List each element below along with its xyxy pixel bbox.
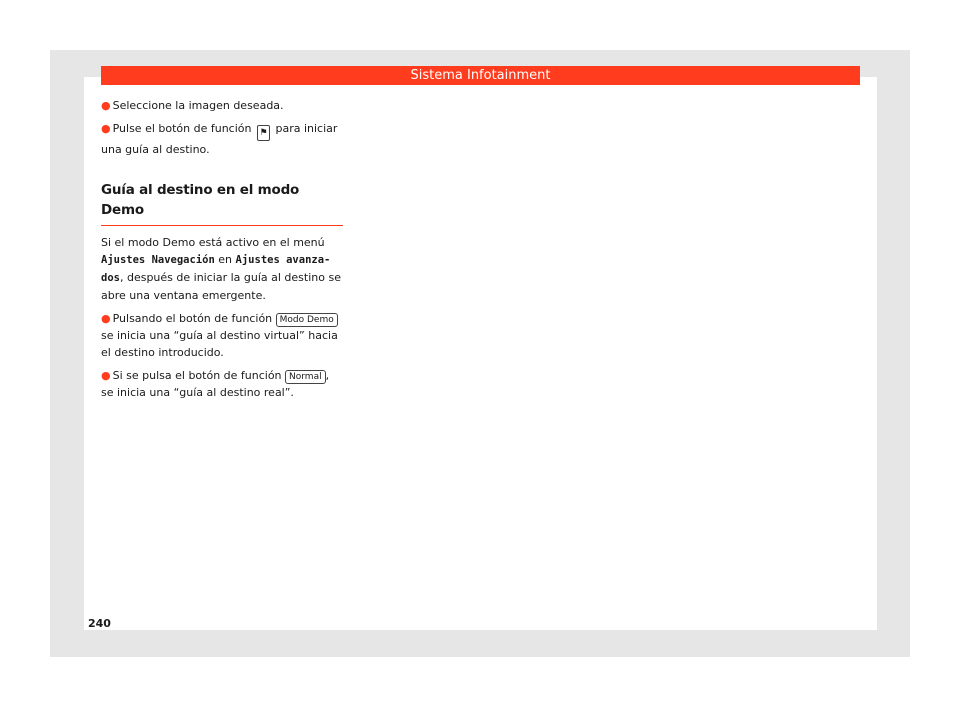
- demo-mode-button-label: Modo Demo: [276, 313, 338, 327]
- bullet-text-after: , se inicia una “guía al destino real”.: [101, 369, 330, 399]
- list-item: [101, 367, 343, 401]
- bullet-text-after: para iniciar una guía al destino.: [101, 122, 338, 156]
- bullet-dot-icon: ●: [101, 369, 111, 382]
- chapter-header: [101, 66, 860, 85]
- bullet-text: Seleccione la imagen deseada.: [112, 99, 284, 112]
- bullet-text-before: Pulse el botón de función: [112, 122, 255, 135]
- intro-text: Si el modo Demo está activo en el menú: [101, 236, 325, 249]
- list-item: [101, 310, 343, 361]
- bullet-dot-icon: ●: [101, 312, 111, 325]
- section-body: [101, 234, 343, 401]
- menu-path-navigation: Ajustes Navegación: [101, 254, 215, 266]
- intro-text: , después de iniciar la guía al destino se abre una ventana emergente.: [101, 271, 341, 302]
- list-item: [101, 97, 343, 114]
- bullet-dot-icon: ●: [101, 122, 111, 135]
- bullet-dot-icon: ●: [101, 99, 111, 112]
- bullet-text-before: Pulsando el botón de función: [112, 312, 276, 325]
- text-column: [101, 97, 343, 407]
- bullet-text-before: Si se pulsa el botón de función: [112, 369, 286, 382]
- destination-flag-icon: ⚑: [257, 125, 270, 141]
- list-item: [101, 120, 343, 158]
- menu-path-advanced: Ajustes avanza-dos: [101, 254, 331, 284]
- chapter-title: Sistema Infotainment: [410, 68, 551, 83]
- intro-text: en: [214, 253, 236, 266]
- bullet-text-after: se inicia una “guía al destino virtual” hacia el destino introducido.: [101, 329, 338, 359]
- page-number: 240: [88, 617, 111, 630]
- normal-button-label: Normal: [285, 370, 326, 384]
- intro-paragraph: [101, 234, 343, 304]
- section-heading: Guía al destino en el modo Demo: [101, 180, 343, 226]
